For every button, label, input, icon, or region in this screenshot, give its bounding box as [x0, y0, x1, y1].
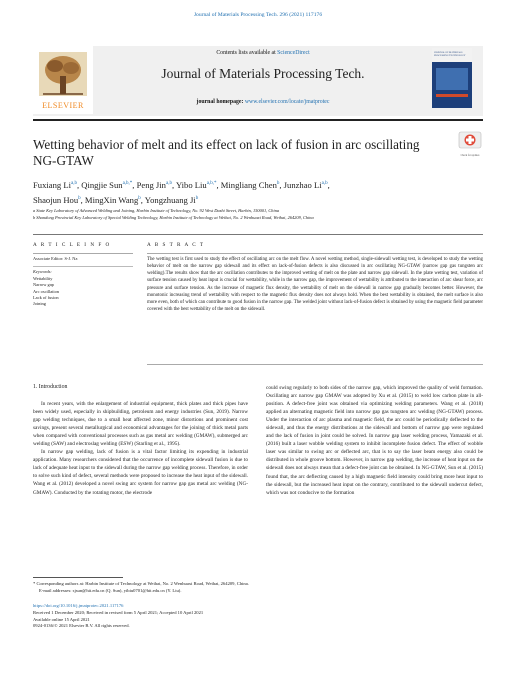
author-affil-sup[interactable]: b [78, 195, 81, 201]
crossmark-icon [458, 131, 482, 149]
author-affil-sup[interactable]: a,b [321, 181, 328, 186]
corresponding-author-note: * Corresponding authors at: Harbin Institute of Technology at Weihai, No. 2 Wenhuaxi Road, Weihai, 264209, China. [33, 581, 249, 586]
elsevier-wordmark: ELSEVIER [42, 101, 84, 110]
author-affil-sup[interactable]: a,b,* [206, 181, 217, 186]
author-name[interactable]: Yongzhuang Ji [144, 194, 196, 205]
author: Fuxiang Li$^{a,b}$, [33, 179, 82, 190]
author: Shaojun Hou$^b$, [33, 194, 85, 205]
journal-homepage [100, 99, 426, 105]
author: Qingjie Sun$^{a,b,*}$, [81, 179, 137, 190]
article-info [33, 256, 133, 308]
elsevier-logo [33, 46, 93, 114]
keywords-label: Keywords: [33, 269, 52, 275]
keyword-list [33, 276, 133, 308]
author-name[interactable]: Shaojun Hou [33, 194, 79, 205]
email-addresses[interactable]: E-mail addresses: sjsun@hit.edu.cn (Q. Sun), yibiu0701@hit.edu.cn (Y. Liu). [39, 588, 182, 593]
article-info-heading: A R T I C L E I N F O [33, 242, 111, 248]
author-name[interactable]: Qingjie Sun [81, 179, 123, 190]
author-affil-sup[interactable]: a,b [70, 181, 77, 186]
cover-image-icon [432, 48, 472, 108]
intro-paragraph: could swing regularly to both sides of the narrow gap, which improved the quality of weld formation. Oscillating arc narrow gap GMAW was adopted by Xu et al. (2015) to weld low carbon plate in all-position. A defect-free joint was obtained via optimizing welding parameters. Wang et al. (2018) applied an alternating magnetic field into narrow gap gas tungsten arc welding (NG-GTAW) process. Under the interaction of arc plasma and magnetic field, the arc could be periodically deflected to the sidewall, and thus the energy distributions at the sidewall and bottom of narrow gap were regulated and the lack of fusion in joint could be solved. In narrow gap laser welding process, Yamazaki et al. (2016) built a laser wobble welding system to inhibit incomplete fusion defect. The effect of wobble laser was similar to swing arc or deflected arc, that is to say the laser beam energy also could be distributed in whole groove bottom. However, in narrow gap welding, the increase of heat input on the sidewall does not always mean that a defect-free joint can be obtained. In NG-GTAW, Sun et al. (2015) found that, the arc deflecting caused by a high magnetic field intensity could bring more heat input to the sidewall, but the increased heat input on the contrary, contributed to the sidewall undercut defect, which was not conducive to the formation [266, 385, 483, 496]
author-name[interactable]: MingXin Wang [84, 194, 139, 205]
keyword: Joining [33, 301, 46, 307]
affiliation-a: a State Key Laboratory of Advanced Welding and Joining, Harbin Institute of Technology, No. 92 West Dazhi Street, Harbin, 150001, China [33, 208, 280, 213]
keyword: Wettability [33, 275, 53, 281]
author-name[interactable]: Mingliang Chen [220, 179, 277, 190]
keyword: Narrow gap [33, 282, 54, 288]
author: Yibo Liu$^{a,b,*}$, [175, 179, 221, 190]
author-affil-sup[interactable]: b [195, 195, 199, 201]
homepage-link[interactable]: www.elsevier.com/locate/jmatprotec [244, 99, 330, 105]
author-name[interactable]: Junzhao Li [283, 179, 322, 190]
associate-editor: Associate Editor: S-J. Na [33, 256, 78, 261]
author-name[interactable]: Peng Jin [136, 179, 166, 190]
abstract-heading: A B S T R A C T [147, 242, 205, 248]
author [145, 195, 198, 205]
keyword: Arc oscillation [33, 288, 59, 294]
affiliation-b: b Shandong Provincial Key Laboratory of Special Welding Technology, Harbin Institute of Technology at Weihai, No. 2 Wenhuaxi Road, Weihai, 264209, China [33, 214, 314, 220]
contents-prefix: Contents lists available at [216, 50, 278, 56]
cover-title: JOURNAL OF MATERIALS PROCESSING TECHNOLOGY [434, 51, 466, 57]
introduction-heading: 1. Introduction [33, 384, 68, 390]
doi-link[interactable]: https://doi.org/10.1016/j.jmatprotec.2021.117176 [33, 603, 124, 608]
author: MingXin Wang$^b$, [84, 194, 145, 205]
author-affil-sup[interactable]: b [138, 195, 141, 201]
intro-paragraph: In recent years, with the enlargement of industrial equipment, thick plates and thick pipes have been widely used, especially in shipbuilding, petroleum and energy industries (Sun, 2019). Narrow gap welding techniques, due to a small heat affected zone, minor distortions and prominent cost savings, present several metallurgical and economical advantages for the joining of thick metal parts when compared with conventional processes such as gas metal arc welding (GMAW), submerged arc welding (SAW) and electroslag welding (ESW) (Starling et al., 1995). [33, 401, 248, 448]
abstract-rule [147, 253, 483, 254]
author-name[interactable]: Yibo Liu [175, 179, 207, 190]
sciencedirect-link[interactable]: ScienceDirect [277, 50, 310, 56]
author: Mingliang Chen$^b$, [220, 179, 284, 190]
info-divider [33, 266, 133, 267]
intro-paragraph: In narrow gap welding, lack of fusion is a vital factor limiting its expending in industrial application. Many researchers considered that the occurrence of incomplete sidewall fusion is due to lack of adequate heat input to the sidewall during the narrow gap welding process. Therefore, in order to solve such kind of defect, several methods were proposed to increase the heat input of the sidewall. Wang et al. (2012) developed a novel swing arc system for narrow gap gas metal arc welding (NG-GMAW). Conducted by the rotating motor, the electrode [33, 449, 248, 496]
author: Junzhao Li$^{a,b}$, [283, 179, 330, 190]
article-info-rule [33, 253, 133, 254]
author: Peng Jin$^{a,b}$, [136, 179, 176, 190]
section-rule [33, 234, 483, 235]
footnote-rule [33, 577, 123, 578]
author-affil-sup[interactable]: a,b [165, 181, 172, 186]
author-name[interactable]: Fuxiang Li [33, 179, 71, 190]
journal-title: Journal of Materials Processing Tech. [161, 66, 365, 81]
journal-citation[interactable]: Journal of Materials Processing Tech. 296 (2021) 117176 [193, 12, 323, 18]
footnotes [33, 580, 483, 594]
journal-cover-thumbnail [432, 48, 472, 108]
affiliations [33, 208, 483, 222]
article-history [33, 603, 483, 630]
intro-right-column [266, 384, 483, 497]
intro-left-column [33, 400, 248, 497]
abstract-bottom-rule [147, 364, 483, 365]
available-online: Available online 15 April 2021 [33, 616, 90, 622]
keyword: Lack of fusion [33, 295, 59, 301]
contents-line [100, 50, 426, 56]
copyright: 0924-0136/© 2021 Elsevier B.V. All rights reserved. [33, 623, 130, 629]
received-dates: Received 1 December 2020; Received in revised form 5 April 2021; Accepted 10 April 2021 [33, 609, 204, 615]
author-affil-sup[interactable]: b [276, 181, 280, 186]
abstract-text: The wetting test is first used to study the effect of oscillating arc on the melt flow. A novel wetting method, single-sidewall wetting test, is developed to study the wetting behavior of melt on the narrow gap sidewall and its effect on lack-of-fusion defects is also discussed in arc oscillating NG-GTAW (narrow gap gas tungsten arc welding).The results show that the arc oscillation contributes to the improved wetting of melt on the plate and narrow gap sidewall. In the plate wetting test, variation of surface tension caused by heat input is crucial for wettability, while in the narrow gap, the improvement of wettability is attributed to the interaction of arc shear force, arc pressure and surface tension. As the increase of magnetic flux density, the wettability of melt on the sidewall in narrow gap gradually becomes better. However, the monotonic increasing trend of wettability with respect to the magnetic flux density does not always hold. When the best wettability is obtained, the melt surface is also more even, both of which can contribute to good fusion in the narrow gap. The welded joint without lack-of-fusion defect is obtained by using the magnetic field parameter covered with the best wettability of the melt on the sidewall. [147, 257, 483, 313]
check-for-updates-badge[interactable] [458, 131, 482, 155]
author-list [33, 177, 483, 207]
header-rule [33, 119, 483, 121]
crossmark-label: Check for updates [460, 154, 480, 157]
article-title: Wetting behavior of melt and its effect on lack of fusion in arc oscillating NG-GTAW [33, 137, 420, 168]
homepage-prefix: journal homepage: [196, 99, 245, 105]
author-affil-sup[interactable]: a,b,* [122, 181, 133, 186]
